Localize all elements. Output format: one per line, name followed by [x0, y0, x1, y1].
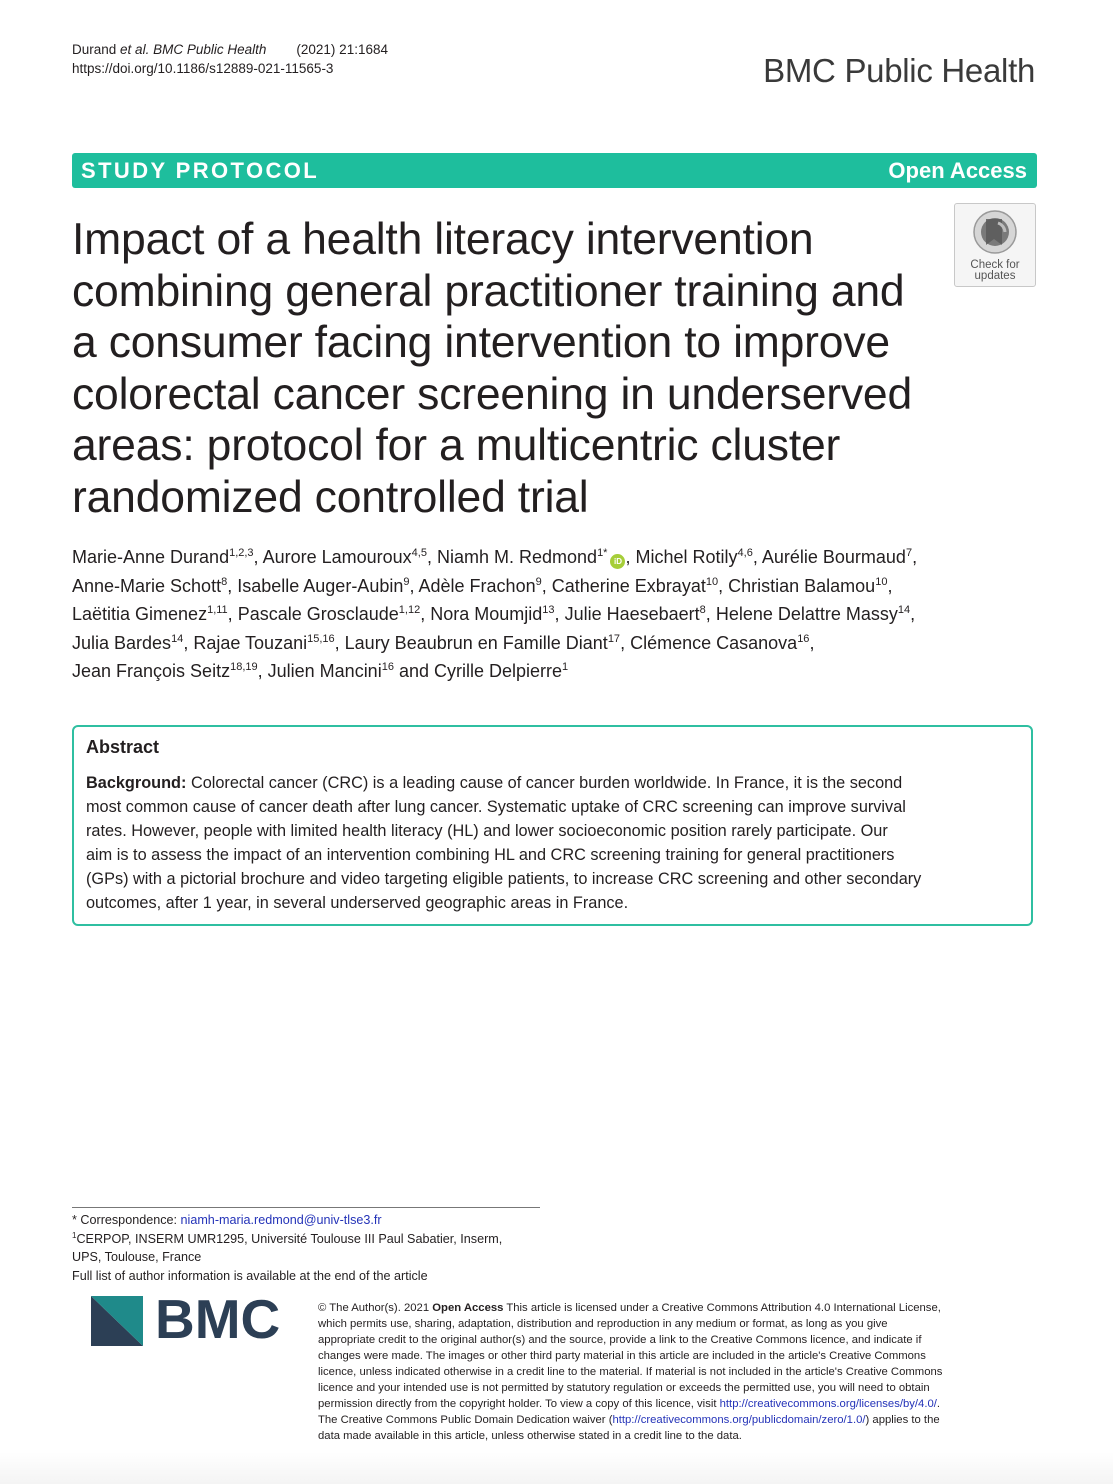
title-line: Impact of a health literacy intervention	[72, 215, 814, 264]
et-al: et al.	[120, 42, 150, 57]
author-affiliation-sup: 8	[699, 604, 706, 616]
author-line: Marie-Anne Durand$^{1,2,3}$, Aurore Lamouroux$^{4,5}$, Niamh M. Redmond$^{1*}$iD , Michel Rotily$^{4,6}$, Aurélie Bourmaud$^7$,	[72, 547, 918, 567]
author-name: Marie-Anne Durand	[72, 547, 230, 567]
author-line: Laëtitia Gimenez$^{1,11}$, Pascale Grosclaude$^{1,12}$, Nora Moumjid$^{13}$, Julie Haesebaert$^8$, Helene Delattre Massy$^{14}$,	[72, 604, 916, 624]
check-updates-label-1: Check for	[970, 259, 1020, 271]
title-line: colorectal cancer screening in underserved	[72, 369, 913, 419]
abstract-line: rates. However, people with limited health literacy (HL) and lower socioeconomic position rarely participate. Our	[86, 822, 888, 840]
background-label: Background:	[86, 774, 187, 792]
author-affiliation-sup: 18,19	[230, 661, 258, 673]
bmc-logo	[91, 1288, 296, 1350]
running-header	[72, 40, 388, 78]
author-name: Laury Beaubrun en Famille Diant	[344, 632, 608, 653]
author-name: Niamh M. Redmond	[437, 547, 598, 567]
citation-line	[72, 40, 388, 59]
author-affiliation-sup: 8	[221, 575, 228, 588]
author-affiliation-sup: 1,2,3	[229, 547, 254, 559]
author-name: Rajae Touzani	[193, 632, 308, 653]
license-line: data made available in this article, unless otherwise stated in a credit line to the data.	[318, 1430, 742, 1442]
title-line: randomized controlled trial	[72, 472, 589, 522]
article-title	[72, 214, 942, 523]
correspondence-label: * Correspondence:	[72, 1213, 181, 1227]
author-name: Laëtitia Gimenez	[72, 604, 208, 624]
short-authors: Durand	[72, 42, 117, 57]
author-line: Julia Bardes$^{14}$, Rajae Touzani$^{15,16}$, Laury Beaubrun en Famille Diant$^{17}$, Clémence Casanova$^{16}$,	[72, 632, 815, 653]
author-name: Helene Delattre Massy	[715, 604, 898, 624]
crossmark-icon	[972, 209, 1018, 255]
correspondence-email-link[interactable]: niamh-maria.redmond@univ-tlse3.fr	[180, 1213, 382, 1227]
author-affiliation-sup: 4,5	[411, 547, 427, 559]
author-affiliation-sup: 17	[607, 632, 621, 645]
author-affiliation-sup: 16	[381, 661, 394, 673]
page-bottom-edge	[0, 1452, 1113, 1484]
open-access-bold: Open Access	[432, 1302, 504, 1314]
author-affiliation-sup: 9	[535, 575, 542, 588]
cc-by-license-link[interactable]: http://creativecommons.org/licenses/by/4.0/	[719, 1398, 937, 1410]
check-updates-label-2: updates	[974, 270, 1016, 282]
license-line	[318, 1300, 1018, 1316]
license-line: changes were made. The images or other third party material in this article are included in the article's Creative Commons	[318, 1350, 926, 1362]
check-for-updates-button[interactable]	[954, 203, 1036, 287]
author-affiliation-sup: 16	[797, 632, 810, 645]
author-affiliation-sup: 14	[897, 604, 911, 616]
license-line	[318, 1396, 1018, 1412]
author-name: Christian Balamou	[728, 575, 876, 596]
copyright-text: © The Author(s). 2021	[318, 1302, 433, 1314]
license-text: This article is licensed under a Creative Commons Attribution 4.0 International License,	[503, 1302, 941, 1314]
author-affiliation-sup: 10	[705, 575, 719, 588]
author-list	[72, 543, 1032, 686]
author-affiliation-sup: 1,11	[207, 604, 228, 616]
license-text: permission directly from the copyright holder. To view a copy of this licence, visit	[318, 1398, 720, 1410]
author-name: Michel Rotily	[635, 547, 738, 567]
license-text: The Creative Commons Public Domain Dedication waiver (	[318, 1414, 613, 1426]
article-type: STUDY PROTOCOL	[81, 158, 320, 183]
license-line: appropriate credit to the original author(s) and the source, provide a link to the Creative Commons licence, and indicate if	[318, 1334, 922, 1346]
author-affiliation-sup: 4,6	[737, 547, 753, 559]
abstract-heading: Abstract	[86, 737, 160, 757]
abstract-box	[72, 725, 1033, 926]
article-type-banner	[72, 153, 1037, 188]
abstract-line: aim is to assess the impact of an intervention combining HL and CRC screening training for general practitioners	[86, 846, 895, 864]
author-name: Aurélie Bourmaud	[761, 547, 906, 567]
affiliation-text: CERPOP, INSERM UMR1295, Université Toulouse III Paul Sabatier, Inserm,	[76, 1231, 503, 1246]
affiliation-line	[72, 1230, 542, 1249]
license-text: .	[936, 1398, 941, 1410]
doi-link[interactable]: https://doi.org/10.1186/s12889-021-11565-3	[72, 61, 334, 76]
author-name: Anne-Marie Schott	[72, 575, 222, 596]
author-affiliation-sup: 14	[171, 632, 184, 645]
bmc-logo-text: BMC	[155, 1288, 281, 1350]
author-affiliation-sup: 1	[562, 661, 569, 673]
citation: (2021) 21:1684	[296, 42, 388, 57]
title-line: areas: protocol for a multicentric cluster	[72, 421, 841, 470]
title-line: combining general practitioner training and	[72, 266, 905, 316]
open-access-label: Open Access	[888, 158, 1027, 183]
author-affiliation-sup: 1,12	[398, 604, 421, 616]
author-affiliation-sup: 1*	[597, 547, 608, 559]
author-affiliation-sup: 9	[403, 575, 410, 588]
author-name: Cyrille Delpierre	[434, 661, 563, 681]
footnote-divider	[72, 1207, 540, 1208]
abstract-line: (GPs) with a pictorial brochure and video targeting eligible patients, to increase CRC screening and other secondary	[86, 870, 922, 888]
author-name: Clémence Casanova	[630, 632, 798, 653]
author-affiliation-sup: 10	[875, 575, 888, 588]
license-line	[318, 1412, 1018, 1428]
full-author-info-note: Full list of author information is available at the end of the article	[72, 1268, 428, 1283]
license-line: which permits use, sharing, adaptation, distribution and reproduction in any medium or format, as long as you give	[318, 1318, 888, 1330]
author-name: Pascale Grosclaude	[237, 604, 399, 624]
author-name: Aurore Lamouroux	[262, 547, 412, 567]
footnotes	[72, 1211, 542, 1285]
author-name: Julien Mancini	[267, 661, 382, 681]
author-name: Adèle Frachon	[418, 575, 536, 596]
abstract-line: outcomes, after 1 year, in several underserved geographic areas in France.	[86, 894, 629, 912]
author-name: Nora Moumjid	[430, 604, 543, 624]
affiliation-line-2: UPS, Toulouse, France	[72, 1250, 202, 1264]
title-line: a consumer facing intervention to improve	[72, 318, 890, 367]
author-name: Catherine Exbrayat	[551, 575, 706, 596]
author-name: Julie Haesebaert	[564, 604, 700, 624]
author-affiliation-sup: 15,16	[307, 632, 335, 645]
cc-zero-link[interactable]: http://creativecommons.org/publicdomain/zero/1.0/	[612, 1414, 866, 1426]
author-affiliation-sup: 13	[542, 604, 555, 616]
author-affiliation-sup: 7	[905, 547, 913, 559]
abstract-line	[86, 771, 1021, 795]
bmc-logo-mark-icon	[91, 1296, 143, 1346]
author-name: Jean François Seitz	[72, 661, 231, 681]
author-line: Jean François Seitz$^{18,19}$, Julien Mancini$^{16}$ and Cyrille Delpierre$^1$	[72, 661, 569, 681]
license-line: licence and your intended use is not permitted by statutory regulation or exceeds the permitted use, you will need to obtain	[318, 1382, 930, 1394]
author-conjunction: and	[398, 661, 435, 681]
affiliation-number: 1	[72, 1230, 77, 1240]
correspondence-line	[72, 1211, 542, 1230]
abstract-line: most common cause of cancer death after lung cancer. Systematic uptake of CRC screening can improve survival	[86, 798, 906, 816]
license-line: licence, unless indicated otherwise in a credit line to the material. If material is not included in the article's Creative Commons	[318, 1366, 943, 1378]
author-name: Isabelle Auger-Aubin	[237, 575, 404, 596]
journal-name: BMC Public Health	[763, 52, 1035, 89]
orcid-icon[interactable]: iD	[610, 554, 625, 569]
journal-italic: BMC Public Health	[153, 42, 267, 57]
license-statement	[318, 1300, 1018, 1444]
abstract-text: Colorectal cancer (CRC) is a leading cause of cancer burden worldwide. In France, it is the second	[186, 774, 903, 792]
author-line: Anne-Marie Schott$^8$, Isabelle Auger-Aubin$^9$, Adèle Frachon$^9$, Catherine Exbrayat$^{10}$, Christian Balamou$^{10}$,	[72, 575, 893, 596]
license-text: ) applies to the	[865, 1414, 940, 1426]
author-name: Julia Bardes	[72, 632, 172, 653]
abstract-background	[86, 771, 1021, 915]
